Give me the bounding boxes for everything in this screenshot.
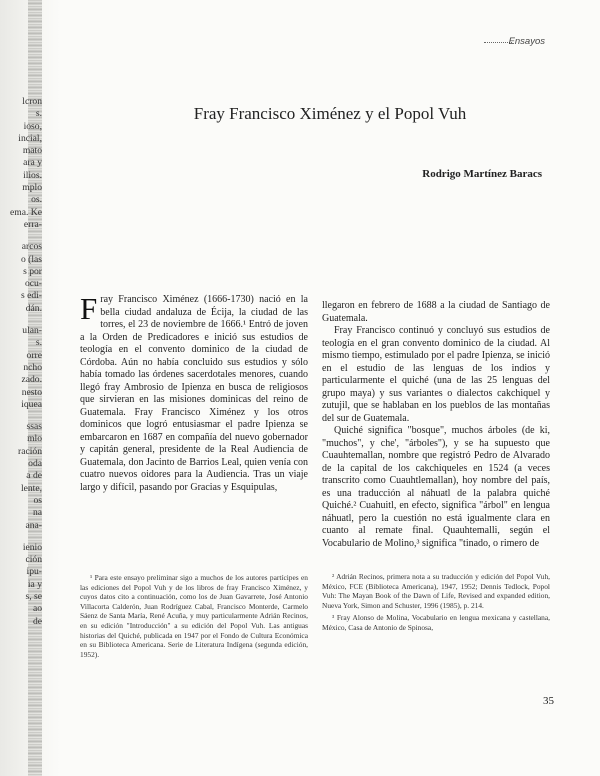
paragraph: llegaron en febrero de 1688 a la ciudad de Santiago de Guatemala. <box>322 300 550 324</box>
margin-line: erra- <box>23 218 42 230</box>
margin-line: ienio <box>22 541 42 553</box>
margin-line: arcos <box>21 241 42 253</box>
margin-line: a de <box>26 470 42 482</box>
margin-line: os. <box>31 194 42 206</box>
margin-line: ilios. <box>23 169 42 181</box>
footnotes-left <box>80 573 308 662</box>
paragraph: Fray Francisco continuó y concluyó sus estudios de teología en el gran convento dominico de la ciudad. Al mismo tiempo, estimulado por el padre Ipienza, se inició en el estudio de las lenguas de los indios y particularmente el quiché (una de las 25 lenguas del grupo maya) y sus variantes o dialectos cakchiquel y zutujil, que se hablaban en los pueblos de las montañas del sur de Guatemala. <box>322 325 550 424</box>
article-author: Rodrigo Martínez Baracs <box>422 168 542 180</box>
margin-line: s por <box>23 265 42 277</box>
drop-cap: F <box>80 291 98 326</box>
margin-line: ncho <box>23 361 42 373</box>
margin-line: oda <box>28 458 42 470</box>
margin-line: orre <box>26 349 42 361</box>
margin-line: zado. <box>21 374 42 386</box>
margin-line: lente, <box>20 482 42 494</box>
margin-line: s, se <box>25 590 42 602</box>
margin-line: ia y <box>27 578 42 590</box>
margin-line: ocu- <box>24 278 42 290</box>
section-header: Ensayos <box>508 36 545 47</box>
article-title <box>150 104 510 124</box>
margin-line: ración <box>18 445 42 457</box>
margin-line: ulan- <box>22 325 42 337</box>
margin-line: dán. <box>25 302 42 314</box>
margin-line: mato <box>22 145 42 157</box>
margin-line: o (las <box>20 253 42 265</box>
paragraph-text: ray Francisco Ximénez (1666-1730) nació en la bella ciudad andaluza de Écija, la ciudad de las torres, el 23 de noviembre de 1666.¹ Entró de joven a la Orden de Predicadores e inició sus estudios de teología en el convento dominico de la ciudad de Córdoba. Aún no había concluido sus estudios y sólo había tomado las órdenes sacerdotales menores, cuando llegó fray Ambrosio de Ipienza en busca de religiosos que sirvieran en las misiones dominicas del reino de Guatemala. Fray Francisco Ximénez y los otros dominicos que logró entusiasmar el padre Ipienza se embarcaron en 1687 en compañía del nuevo gobernador y capitán general, presidente de la Real Audiencia de Guatemala, don Jacinto de Barrios Leal, quien venía con cuatro nuevos oidores para la Audiencia. Tras un viaje largo y difícil, pasando por Gracias y Esquipulas, <box>80 294 308 493</box>
margin-line: os <box>33 494 42 506</box>
body-column-left <box>80 291 308 494</box>
footnote: ² Adrián Recinos, primera nota a su traducción y edición del Popol Vuh, México, FCE (Biblioteca Americana), 1947, 1952; Dennis Tedlock, Popol Vuh: The Mayan Book of the Dawn of Life, Revised and expanded edition, Nueva York, Simon and Schuster, 1996 (1985), p. 214. <box>322 572 550 610</box>
margin-line: iquea <box>21 398 42 410</box>
margin-line: nesto <box>21 386 42 398</box>
article-title-text: Fray Francisco Ximénez y el Popol Vuh <box>193 104 467 123</box>
margin-line: lcron <box>22 96 42 107</box>
margin-line: de <box>32 615 42 627</box>
page-number: 35 <box>543 695 554 707</box>
margin-line: mlo <box>27 433 42 445</box>
margin-line: na <box>32 507 42 519</box>
margin-line <box>0 532 42 542</box>
margin-line <box>0 231 42 241</box>
margin-line: ssas <box>26 421 42 433</box>
opening-paragraph <box>80 291 308 494</box>
margin-line: s. <box>35 337 42 349</box>
margin-line: ioso, <box>23 120 42 132</box>
margin-line: ao <box>32 603 42 615</box>
margin-line: mplo <box>22 182 42 194</box>
footnote: ³ Fray Alonso de Molina, Vocabulario en lengua mexicana y castellana, México, Casa de Antonio de Spinosa, <box>322 613 550 632</box>
paragraph: Quiché significa "bosque", muchos árboles (de ki, "muchos", y che', "árboles"), y se ha supuesto que Cuauhtemallan, nombre que registró Pedro de Alvarado de la capital de los cakchiqueles en 1524 (a veces transcrito como Cuauhtlemallan), hoy nombre del país, es una traducción al náhuatl de la palabra quiché Quiché.² Cuahuitl, en efecto, significa "árbol" en lengua náhuatl, pero la cuestión no está igualmente clara en cuanto al remate final. Quauhtemalli, según el Vocabulario de Molino,³ significa "tinado, o rimero de <box>322 425 550 549</box>
footnote: ¹ Para este ensayo preliminar sigo a muchos de los autores partícipes en las ediciones del Popol Vuh y de los libros de fray Francisco Ximénez, y cuyos datos cito a continuación, como los de Juan Gavarrete, José Antonio Villacorta Calderón, Juan Rodríguez Cabal, Francisco Monterde, Carmelo Sáenz de Santa María, René Acuña, y muy particularmente Adrián Recinos, en su edición "Introducción" a su edición del Popol Vuh. Las antiguas historias del Quiché, publicada en 1947 por el Fondo de Cultura Económica en su Biblioteca Americana. Serie de Literatura Indígena (segunda edición, 1952). <box>80 573 308 659</box>
margin-line: ción <box>25 554 42 566</box>
margin-line <box>0 411 42 421</box>
previous-page-margin <box>0 96 42 628</box>
margin-line: ara y <box>23 157 42 169</box>
margin-line: incial, <box>18 132 42 144</box>
footnotes-right <box>322 572 550 636</box>
margin-line: ana- <box>25 519 42 531</box>
margin-line: s edi- <box>20 290 42 302</box>
margin-line: s. <box>35 108 42 120</box>
margin-line <box>0 315 42 325</box>
margin-line: ipu- <box>26 566 42 578</box>
margin-line: ema. Ke <box>10 206 42 218</box>
body-column-right <box>322 300 550 550</box>
